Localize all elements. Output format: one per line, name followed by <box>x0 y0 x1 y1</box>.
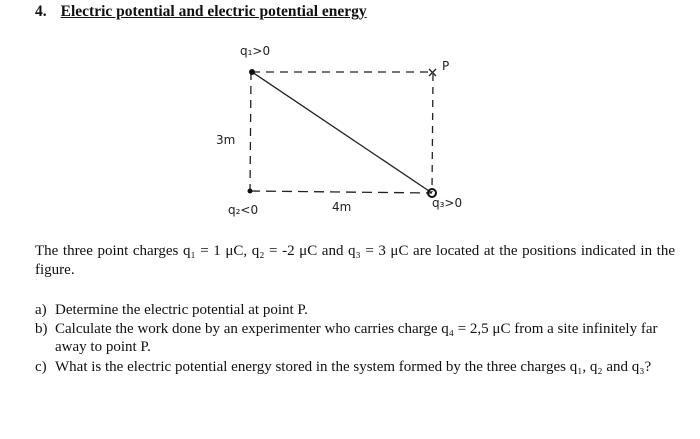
left-dashed-edge <box>250 72 251 191</box>
question-b <box>35 320 675 356</box>
question-key: c) <box>35 359 47 375</box>
charge-q1 <box>249 69 255 75</box>
question-text: Calculate the work done by an experimenter who carries charge q₄ = 2,5 μC from a site infinitely far away to point P. <box>55 321 658 355</box>
question-key: b) <box>35 321 48 337</box>
q3-label: q₃>0 <box>432 196 463 210</box>
q2-label: q₂<0 <box>228 203 259 217</box>
horizontal-dimension: 4m <box>332 200 352 214</box>
question-c <box>35 358 675 376</box>
question-key: a) <box>35 302 47 318</box>
q1-label: q₁>0 <box>240 44 271 58</box>
vertical-dimension: 3m <box>216 133 236 147</box>
question-a <box>35 301 675 319</box>
problem-statement: The three point charges q₁ = 1 μC, q₂ = -2 μC and q₃ = 3 μC are located at the positions indicated in the figure. <box>35 243 675 278</box>
problem-title: Electric potential and electric potential energy <box>60 3 367 20</box>
question-text: Determine the electric potential at point P. <box>55 302 308 318</box>
charge-q2 <box>248 189 253 194</box>
bottom-dashed-edge <box>250 191 432 193</box>
p-label: P <box>442 59 450 73</box>
problem-number: 4. <box>35 3 47 20</box>
diagonal-line <box>252 72 432 193</box>
right-dashed-edge <box>432 74 433 192</box>
question-text: What is the electric potential energy stored in the system formed by the three charges q₁, q₂ and q₃? <box>55 359 652 375</box>
